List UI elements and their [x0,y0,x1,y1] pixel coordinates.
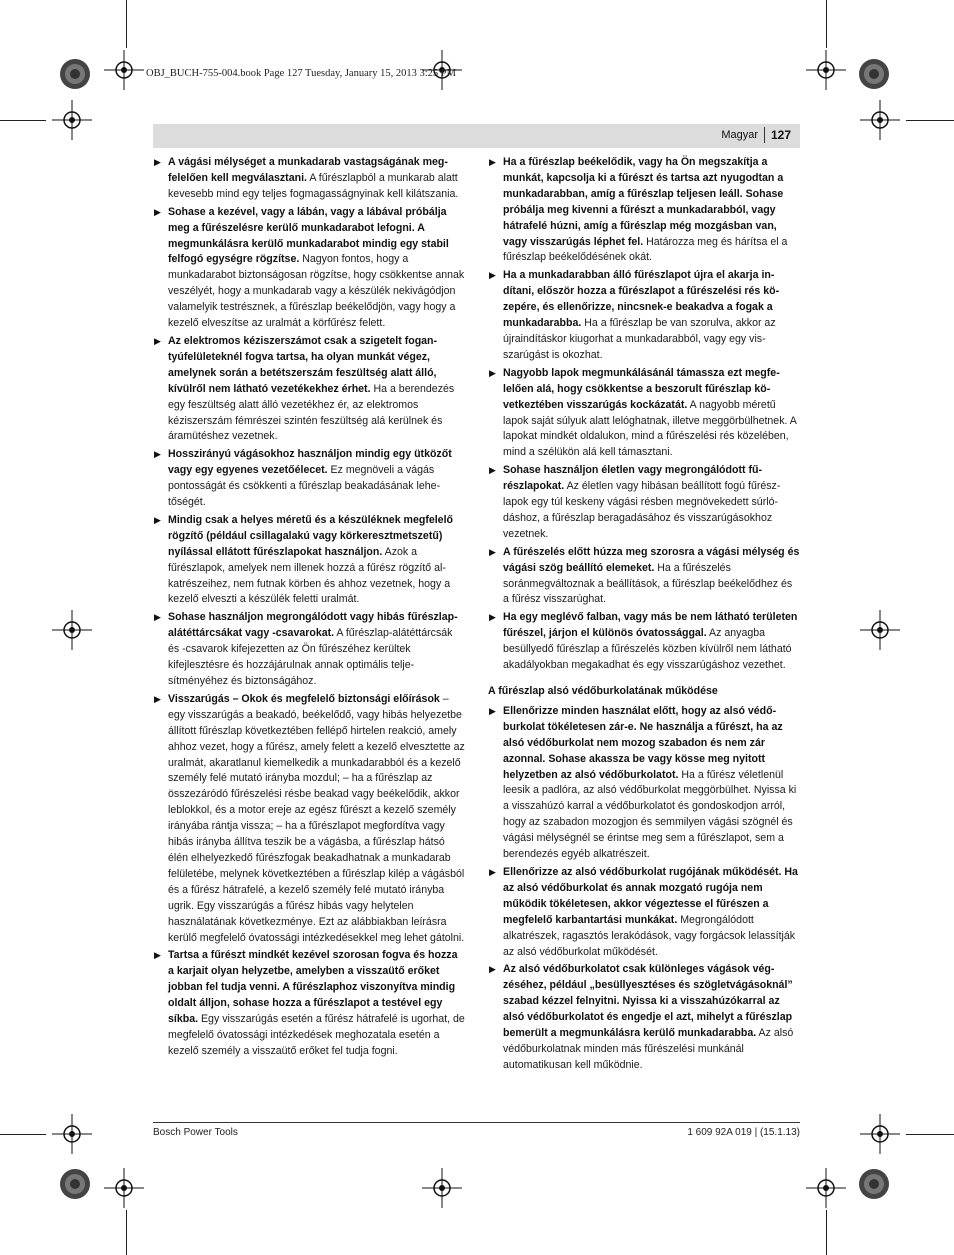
safety-bullet [153,692,465,947]
print-info-line: OBJ_BUCH-755-004.book Page 127 Tuesday, January 15, 2013 3:25 PM [146,68,456,79]
bullet-bold: Hosszirányú vágásokhoz használjon mindig egy ütközőt vagy egy egyenes vezetőélecet. [168,448,452,477]
crosshair-mark-icon [422,1168,462,1208]
footer-doc-id: 1 609 92A 019 | (15.1.13) [687,1127,800,1138]
bullet-arrow-icon: ▶ [154,157,161,167]
safety-bullet [488,268,800,363]
bullet-text: A fűrészlap-alátéttárcsák és -csavarok kifejezetten az Ön fűrészéhez kerültek kifejlesztésre és hozzájárulnak annak optimális teljesítményéhez és biztonságához. [168,627,453,687]
bullet-arrow-icon: ▶ [489,546,496,557]
bullet-bold: Mindig csak a helyes méretű és a készüléknek megfelelő rögzítő (például csillagalakú vagy körkeresztmetszetű) nyílással ellátott fűrészlapokat használjon. [168,513,453,558]
safety-bullet [488,962,800,1073]
bullet-text: Azok a fűrészlapok, amelyek nem illenek hozzá a fűrész rögzítő alkatrészeihez, nem futnak körben és ahhoz vezetnek, hogy a kezelő elveszti a készülék feletti uralmát. [168,545,451,606]
bullet-arrow-icon: ▶ [489,367,496,378]
bullet-arrow-icon: ▶ [154,335,161,346]
bullet-bold: A fűrészelés előtt húzza meg szorosra a vágási mélység és vágási szög beállító elemeket. [503,545,800,574]
safety-bullet [488,463,800,543]
safety-bullet [153,610,465,690]
crop-line [126,1210,127,1255]
footer-brand: Bosch Power Tools [153,1127,238,1138]
bullet-arrow-icon: ▶ [154,206,161,217]
crosshair-mark-icon [860,100,900,140]
bullet-arrow-icon: ▶ [154,612,161,623]
bullet-bold: Ha egy meglévő falban, vagy más be nem látható területen fűrészel, járjon el különös óvatossággal. [503,611,798,640]
bullet-arrow-icon: ▶ [489,866,496,877]
crop-line [126,0,127,48]
crosshair-mark-icon [52,100,92,140]
bullet-bold: Sohase használjon életlen vagy megrongálódott fűrészlapokat. [503,464,763,493]
safety-bullet [153,447,465,511]
bullet-arrow-icon: ▶ [489,705,496,716]
bullet-text: Ha a fűrész véletlenül leesik a padlóra, az alsó védőburkolat meggörbülhet. Nyissa ki a visszahúzó karral a védőburkolatot és gondoskodjon arról, hogy az szabadon mozogjon és semmilyen vágási szögnél és vágási mélységnél se érintse meg sem a fűrészlapot, sem a berendezés egyéb alkatrészeit. [503,768,797,861]
bullet-text: Határozza meg és hárítsa el a fűrészlap beékelődésének okát. [503,235,788,264]
crop-line [0,120,46,121]
registration-rosette-icon [59,1168,91,1200]
bullet-text: Az életlen vagy hibásan beállított fogú fűrészlapok egy túl keskeny vágási résben megnövekedett súrlódáshoz, a fűrészlap beragadásához és visszarúgásokhoz vezetnek. [503,480,781,540]
bullet-bold: Sohase a kezével, vagy a lábán, vagy a lábával próbálja meg a fűrészelésre kerülő munkadarabot lefogni. A megmunkálásra kerülő munkadarabot mindig egy stabil felfogó egységre rögzítse. [168,205,449,266]
section-heading: A fűrészlap alsó védőburkolatának működése [488,685,718,697]
bullet-bold: Ellenőrizze minden használat előtt, hogy az alsó védőburkolat tökéletesen zár-e. Ne használja a fűrészt, ha az alsó védőburkolat nem mozog szabadon és nem zár azonnal. Sohase akassza be vagy kösse meg nyitott helyzetben az alsó védőburkolatot. [503,704,783,781]
bullet-arrow-icon: ▶ [154,950,161,961]
safety-bullet [488,704,800,863]
bullet-arrow-icon: ▶ [489,964,496,975]
bullet-text: – egy visszarúgás a beakadó, beékelődő, vagy hibás helyezetbe állított fűrészlap következtében fellépő hirtelen reakció, amely ahhoz vezet, hogy a fűrész, amely felett a kezelő elvesztette az uralmát, akaratlanul kiemelkedik a munkadarabból és a kezelő személy felé mutató irányba mozdul; – ha a fűrészlap az összezáródó fűrészelési résbe beakad vagy beékelődik, akkor leblokkol, és a motor ereje az egész fűrészt a kezelő személy irányába rántja vissza; – ha a fűrészlapot megfordítva vagy hibás irányba állítva teszik be a vágásba, a fűrészlap hátsó élén elhelyezkedő fűrészfogak beakadhatnak a munkadarab felületébe, melynek következtében a fűrészlap kilép a vágásból és a fűrész hátrafelé, a kezelő személy felé mutató irányba ugrik. Egy visszarúgás a fűrész hibás vagy helytelen használatának következménye. Ezt az alábbiakban leírásra kerülő megfelelő óvatossági intézkedésekkel meg lehet gátolni. [168,692,465,944]
registration-rosette-icon [858,1168,890,1200]
crosshair-mark-icon [860,1114,900,1154]
bullet-text: Az alsó védőburkolatnak minden más fűrészelési munkánál automatikusan kell működnie. [503,1027,794,1071]
crop-line [906,120,954,121]
bullet-bold: Ha a munkadarabban álló fűrészlapot újra el akarja indítani, először hozza a fűrészlapot a fűrészelési rés közepére, és ellenőrizze, nincsnek-e beakadva a fogak a munkadarabba. [503,269,780,330]
bullet-text: Ha a fűrészelés soránmegváltoznak a beállítások, a fűrészlap beékelődhez és a fűrész visszarúghat. [503,561,793,606]
header-language: Magyar [721,129,758,141]
page-header [153,124,800,148]
bullet-text: A nagyobb méretű lapok saját súlyuk alatt lelóghatnak, illetve meggörbülhetnek. A lapokat mindkét oldalukon, mind a fűrészelési rés közelében, mind a szélükön alá kell támasztani. [503,398,797,459]
crosshair-mark-icon [806,1168,846,1208]
right-column [488,155,800,1076]
bullet-arrow-icon: ▶ [489,157,496,167]
bullet-bold: Visszarúgás – Okok és megfelelő biztonsági előírások [168,692,440,705]
crop-line [906,1134,954,1135]
bullet-arrow-icon: ▶ [489,270,496,281]
bullet-arrow-icon: ▶ [489,465,496,476]
safety-bullet [153,205,465,332]
crosshair-mark-icon [104,50,144,90]
bullet-bold: Az elektromos kéziszerszámot csak a szigetelt fogantyúfelületeknél fogva tartsa, ha olyan munkát végez, amelynek során a betétszerszám feszültség alatt álló, kívülről nem látható vezetékekhez érhet. [168,334,438,395]
safety-bullet [153,948,465,1059]
bullet-bold: Az alsó védőburkolatot csak különleges vágások végzéséhez, például „besüllyesztéses és szögletvágásoknál” szabad kézzel felnyitni. Nyissa ki a visszahúzókarral az alsó védőburkolatot és engedje el azt, mihelyt a fűrészlap bemerült a megmunkálásra kerülő munkadarabba. [503,963,793,1040]
safety-bullet [488,545,800,609]
bullet-bold: Sohase használjon megrongálódott vagy hibás fűrészlap-alátéttárcsákat vagy -csavarokat. [168,611,458,640]
bullet-arrow-icon: ▶ [154,449,161,460]
bullet-arrow-icon: ▶ [154,693,161,704]
bullet-text: Ha a fűrészlap be van szorulva, akkor az újraindításkor kiugorhat a munkadarabból, vagy egy visszarúgást is okozhat. [503,317,776,361]
bullet-text: A fűrészlapból a munkarab alatt kevesebb mind egy teljes fogmagasságnyinak kell kilátszania. [168,171,459,200]
left-column [153,155,465,1062]
registration-rosette-icon [858,58,890,90]
registration-rosette-icon [59,58,91,90]
crosshair-mark-icon [860,610,900,650]
safety-bullet [153,513,465,608]
safety-bullet [153,155,465,203]
crop-line [826,1210,827,1255]
bullet-text: Az anyagba besüllyedő fűrészlap a fűrészelés közben kívülről nem látható akadályokban megakadhat és egy visszarúgáshoz vezethet. [503,627,792,672]
bullet-bold: Nagyobb lapok megmunkálásánál támassza ezt megfelelően alá, hogy csökkentse a beszorult fűrészlap következtében visszarúgás kockázatát. [503,366,780,411]
bullet-bold: Tartsa a fűrészt mindkét kezével szorosan fogva és hozza a karjait olyan helyzetbe, amelyben a visszaütő erőket jobban fel tudja venni. A fűrészlaphoz viszonyítva mindig oldalt álljon, sohase hozza a fűrészlapot a testével egy síkba. [168,949,458,1026]
safety-bullet [153,334,465,445]
safety-bullet [488,610,800,674]
bullet-bold: Ha a fűrészlap beékelődik, vagy ha Ön megszakítja a munkát, kapcsolja ki a fűrészt és tartsa azt nyugodtan a munkadarabban, amíg a fűrészlap teljesen leáll. Sohase próbálja meg kivenni a fűrészt a munkadarabból, vagy hátrafelé húzni, amíg a fűrészlap még mozgásban van, vagy visszarúgás léphet fel. [503,156,784,248]
safety-bullet [488,155,800,266]
bullet-text: Nagyon fontos, hogy a munkadarabot biztonságosan rögzítse, hogy csökkentse annak veszélyét, hogy a munkadarab vagy a készülék nekivágódjon valamelyik testrésznek, a fűrészlap beékelődjön, vagy hogy a kezelő elveszítse az uralmát a körfűrész felett. [168,253,465,330]
safety-bullet [488,366,800,461]
bullet-arrow-icon: ▶ [489,612,496,623]
header-separator [764,127,765,143]
bullet-text: Ha a berendezés egy feszültség alatt álló vezetékhez ér, az elektromos kéziszerszám fémrészei szintén feszültség alá kerülnek és áramütéshez vezetnek. [168,382,455,443]
bullet-text: Megrongálódott alkatrészek, ragasztós lerakódások, vagy forgácsok lelassítják az alsó védőburkolat működését. [503,913,796,958]
bullet-text: Egy visszarúgás esetén a fűrész hátrafelé is ugorhat, de megfelelő óvatossági intézkedések meghozatala esetén a kezelő személy a visszaütő erőket fel tudja fogni. [168,1013,465,1057]
crosshair-mark-icon [52,1114,92,1154]
crop-line [0,1134,46,1135]
crop-line [826,0,827,48]
page-number: 127 [770,128,791,142]
bullet-bold: Ellenőrizze az alsó védőburkolat rugójának működését. Ha az alsó védőburkolat és annak mozgató rugója nem működik tökéletesen, akkor végeztesse el fűrészen a megfelelő karbantartási munkákat. [503,865,798,926]
footer-rule [153,1122,800,1123]
safety-bullet [488,865,800,960]
crosshair-mark-icon [104,1168,144,1208]
bullet-arrow-icon: ▶ [154,514,161,525]
bullet-text: Ez megnöveli a vágás pontosságát és csökkenti a fűrészlap beakadásának lehetőségét. [168,464,441,509]
crosshair-mark-icon [806,50,846,90]
bullet-bold: A vágási mélységet a munkadarab vastagságának megfelelően kell megválasztani. [168,156,448,184]
crosshair-mark-icon [52,610,92,650]
